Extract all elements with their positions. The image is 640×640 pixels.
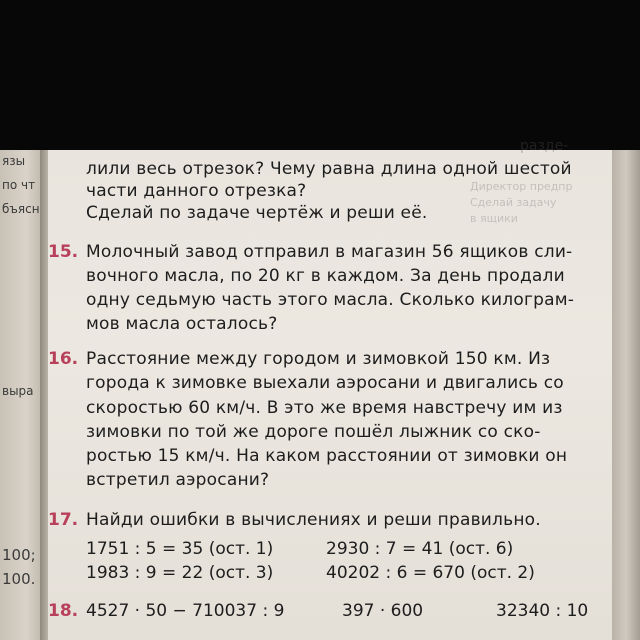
gutter-text: выра bbox=[2, 384, 34, 398]
calc-line: 32340 : 10 bbox=[496, 601, 589, 621]
calc-line: 40202 : 6 = 670 (ост. 2) bbox=[326, 563, 535, 583]
text-line: скоростью 60 км/ч. В это же время навстречу им из bbox=[86, 398, 563, 418]
bleed-text: Сделай задачу bbox=[470, 196, 557, 209]
gutter-text: бъясн bbox=[2, 202, 40, 216]
text-line: лили весь отрезок? Чему равна длина одной шестой bbox=[86, 159, 572, 179]
calc-line: 1983 : 9 = 22 (ост. 3) bbox=[86, 563, 274, 583]
right-page-edge bbox=[612, 150, 640, 640]
gutter-text: 100. bbox=[2, 570, 36, 588]
text-line: города к зимовке выехали аэросани и двигались со bbox=[86, 373, 564, 393]
bleed-text: Директор предпр bbox=[470, 180, 573, 193]
text-line: части данного отрезка? bbox=[86, 181, 307, 201]
gutter-text: 100; bbox=[2, 546, 36, 564]
gutter-text: по чт bbox=[2, 178, 36, 192]
text-line: Найди ошибки в вычислениях и реши правильно. bbox=[86, 510, 541, 530]
calc-line: 4527 · 50 − 710037 : 9 bbox=[86, 601, 285, 621]
text-line: вочного масла, по 20 кг в каждом. За день продали bbox=[86, 266, 565, 286]
bleed-text: разде- bbox=[520, 138, 569, 154]
text-line: Молочный завод отправил в магазин 56 ящиков сли- bbox=[86, 242, 573, 262]
task-number: 16. bbox=[48, 349, 79, 369]
text-line: зимовки по той же дороге пошёл лыжник со ско- bbox=[86, 422, 541, 442]
text-line: одну седьмую часть этого масла. Сколько килограм- bbox=[86, 290, 575, 310]
task-number: 18. bbox=[48, 601, 79, 621]
task-number: 15. bbox=[48, 242, 79, 262]
text-line: встретил аэросани? bbox=[86, 470, 270, 490]
text-line: мов масла осталось? bbox=[86, 314, 278, 334]
left-page-gutter bbox=[0, 150, 44, 640]
dark-background bbox=[0, 0, 640, 153]
calc-line: 2930 : 7 = 41 (ост. 6) bbox=[326, 539, 514, 559]
gutter-text: язы bbox=[2, 154, 26, 168]
text-line: Сделай по задаче чертёж и реши её. bbox=[86, 203, 428, 223]
calc-line: 1751 : 5 = 35 (ост. 1) bbox=[86, 539, 274, 559]
text-line: Расстояние между городом и зимовкой 150 км. Из bbox=[86, 349, 551, 369]
task-number: 17. bbox=[48, 510, 79, 530]
calc-line: 397 · 600 bbox=[342, 601, 424, 621]
bleed-text: в ящики bbox=[470, 212, 518, 225]
text-line: ростью 15 км/ч. На каком расстоянии от зимовки он bbox=[86, 446, 568, 466]
